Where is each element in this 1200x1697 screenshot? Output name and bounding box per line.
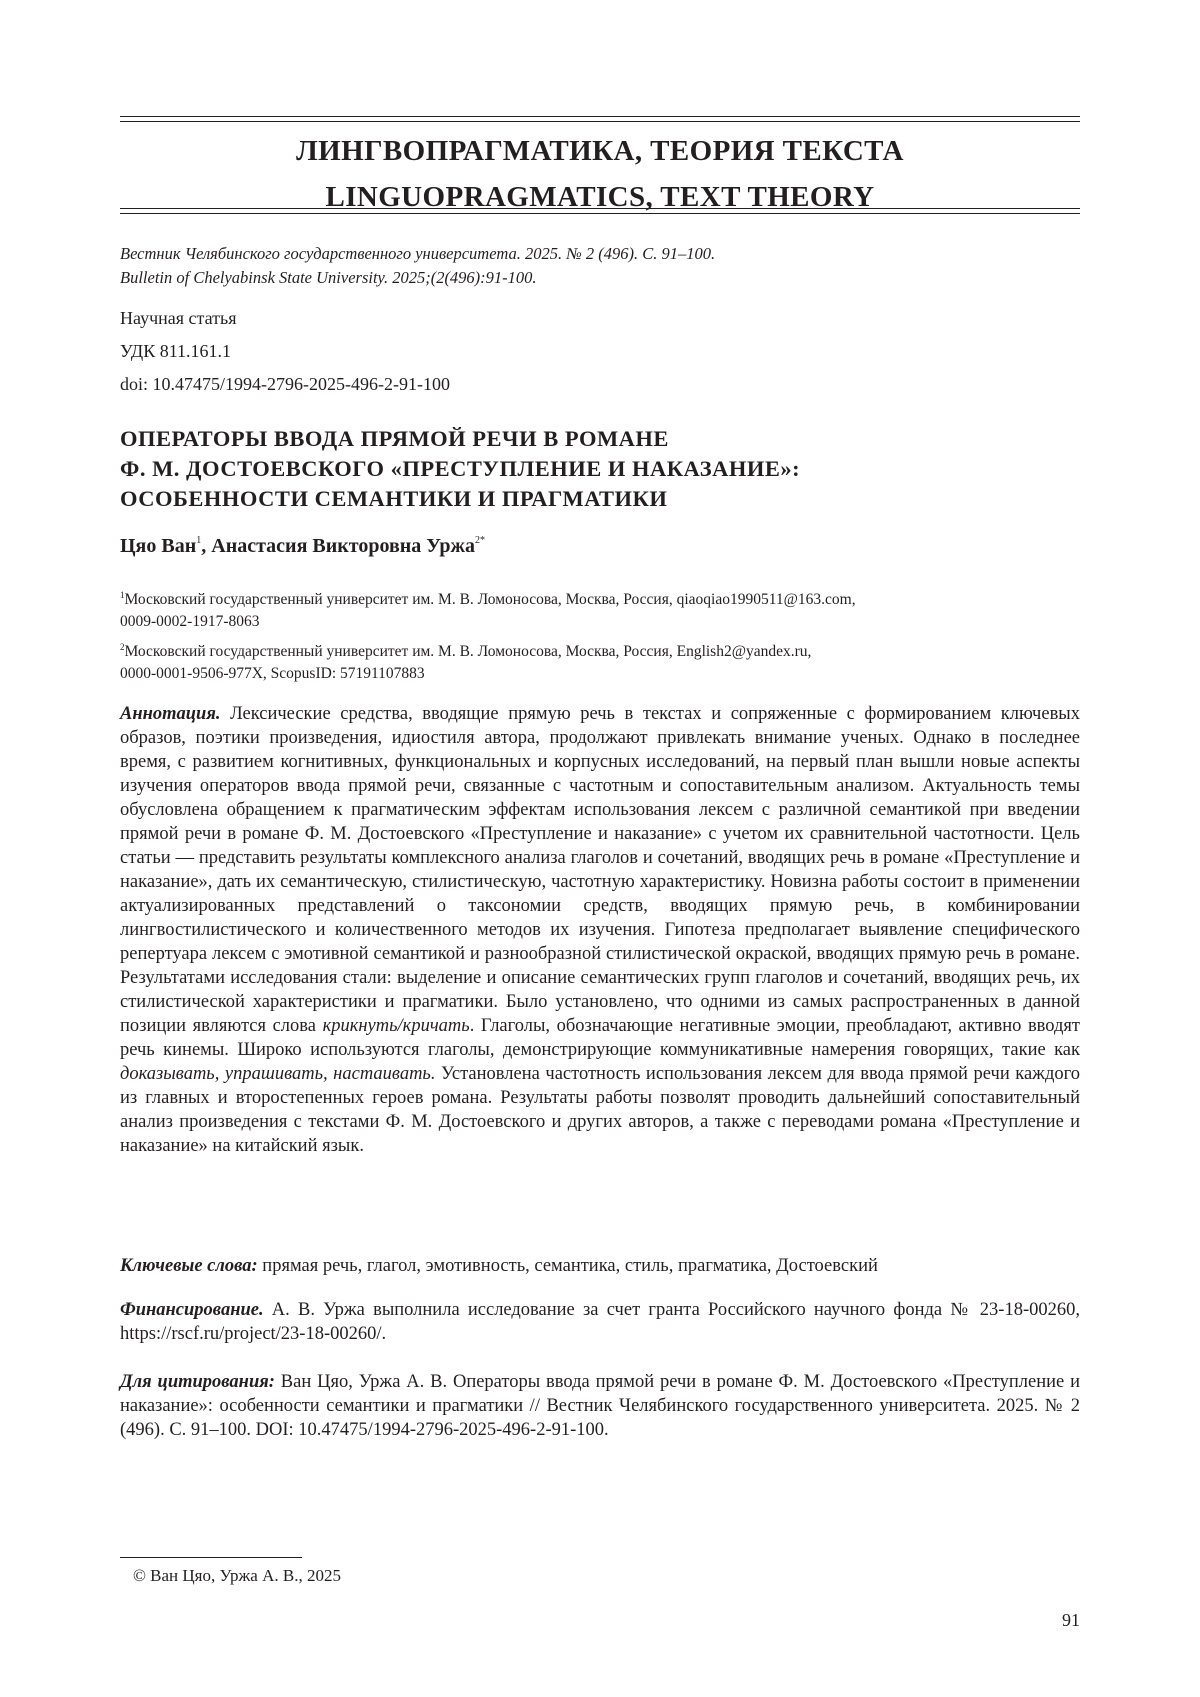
affiliation-2	[120, 636, 1080, 685]
funding-label: Финансирование.	[120, 1300, 264, 1320]
top-double-rule	[120, 116, 1080, 122]
article-title	[120, 424, 1080, 514]
section-title-en: LINGUOPRAGMATICS, TEXT THEORY	[325, 181, 875, 213]
abstract-label: Аннотация.	[120, 704, 221, 724]
abstract	[120, 702, 1080, 1158]
page-number: 91	[1062, 1610, 1080, 1630]
affiliation-1-line-1: Московский государственный университет им. М. В. Ломоносова, Москва, Россия, qiaoqiao1990511@163.com,	[124, 591, 856, 608]
article-type: Научная статья	[120, 308, 237, 328]
bottom-double-rule	[120, 208, 1080, 214]
footnote-divider	[120, 1557, 302, 1558]
author-separator: ,	[201, 535, 212, 557]
abstract-italic-1: крикнуть/кричать	[322, 1016, 470, 1036]
cite-as	[120, 1370, 1080, 1442]
affiliation-2-line-1: Московский государственный университет им. М. В. Ломоносова, Москва, Россия, English2@yandex.ru,	[124, 643, 812, 660]
author-1: Цяо Ван	[120, 535, 197, 557]
keywords	[120, 1254, 1080, 1278]
section-title-ru: ЛИНГВОПРАГМАТИКА, ТЕОРИЯ ТЕКСТА	[296, 135, 904, 167]
doi: doi: 10.47475/1994-2796-2025-496-2-91-100	[120, 374, 450, 394]
title-line-2: Ф. М. ДОСТОЕВСКОГО «ПРЕСТУПЛЕНИЕ И НАКАЗАНИЕ»:	[120, 456, 801, 481]
udk-code: УДК 811.161.1	[120, 341, 232, 361]
journal-citation	[120, 242, 715, 290]
abstract-text-1: Лексические средства, вводящие прямую речь в текстах и сопряженные с формированием ключевых образов, поэтики произведения, идиостиля автора, продолжают привлекать внимание ученых. Однако в последнее время, с развитием когнитивных, функциональных и корпусных исследований, на первый план вышли новые аспекты изучения операторов ввода прямой речи, связанные с частотным и сопоставительным анализом. Актуальность темы обусловлена обращением к прагматическим эффектам использования лексем с различной семантикой при введении прямой речи в романе Ф. М. Достоевского «Преступление и наказание» с учетом их сравнительной частотности. Цель статьи — представить результаты комплексного анализа глаголов и сочетаний, вводящих речь в романе «Преступление и наказание», дать их семантическую, стилистическую, частотную характеристику. Новизна работы состоит в применении актуализированных представлений о таксономии средств, вводящих прямую речь, в комбинировании лингвостилистического и количественного методов их изучения. Гипотеза предполагает выявление специфического репертуара лексем с эмотивной семантикой и разнообразной стилистической окраской, вводящих прямую речь в романе. Результатами исследования стали: выделение и описание семантических групп глаголов и сочетаний, вводящих речь, их стилистической характеристики и прагматики. Было установлено, что одними из самых распространенных в данной позиции являются слова	[120, 704, 1080, 1036]
author-2: Анастасия Викторовна Уржа	[211, 535, 475, 557]
copyright-note: © Ван Цяо, Уржа А. В., 2025	[133, 1566, 341, 1585]
cite-as-text: Ван Цяо, Уржа А. В. Операторы ввода прямой речи в романе Ф. М. Достоевского «Преступление и наказание»: особенности семантики и прагматики // Вестник Челябинского государственного университета. 2025. № 2 (496). С. 91–100. DOI: 10.47475/1994-2796-2025-496-2-91-100.	[120, 1372, 1080, 1440]
affiliation-1	[120, 584, 1080, 633]
cite-as-label: Для цитирования:	[120, 1372, 275, 1392]
affiliation-2-line-2: 0000-0001-9506-977X, ScopusID: 57191107883	[120, 665, 425, 682]
abstract-text-3: Установлена частотность использования лексем для ввода прямой речи каждого из главных и второстепенных героев романа. Результаты работы позволят проводить дальнейший сопоставительный анализ произведения с текстами Ф. М. Достоевского и других авторов, а также с переводами романа «Преступление и наказание» на китайский язык.	[120, 1064, 1081, 1156]
affiliation-2-mark: 2	[120, 642, 125, 652]
citation-ru: Вестник Челябинского государственного университета. 2025. № 2 (496). С. 91–100.	[120, 244, 716, 263]
citation-en: Bulletin of Chelyabinsk State University. 2025;(2(496):91-100.	[120, 268, 537, 287]
funding	[120, 1298, 1080, 1346]
affiliation-1-line-2: 0009-0002-1917-8063	[120, 613, 260, 630]
section-heading	[120, 128, 1080, 220]
article-meta	[120, 302, 450, 401]
abstract-text-2: . Глаголы, обозначающие негативные эмоции, преобладают, активно вводят речь кинемы. Широко используются глаголы, демонстрирующие коммуникативные намерения говорящих, такие как	[120, 1016, 1081, 1060]
affiliation-1-mark: 1	[120, 590, 125, 600]
author-list	[120, 535, 485, 558]
title-line-1: ОПЕРАТОРЫ ВВОДА ПРЯМОЙ РЕЧИ В РОМАНЕ	[120, 426, 669, 451]
keywords-text: прямая речь, глагол, эмотивность, семантика, стиль, прагматика, Достоевский	[257, 1256, 878, 1276]
keywords-label: Ключевые слова:	[120, 1256, 258, 1276]
abstract-italic-2: доказывать, упрашивать, настаивать.	[120, 1064, 436, 1084]
author-2-affiliation-mark: 2*	[474, 535, 485, 546]
funding-text: А. В. Уржа выполнила исследование за счет гранта Российского научного фонда № 23-18-00260, https://rscf.ru/project/23-18-00260/.	[120, 1300, 1080, 1344]
title-line-3: ОСОБЕННОСТИ СЕМАНТИКИ И ПРАГМАТИКИ	[120, 486, 668, 511]
author-1-affiliation-mark: 1	[196, 535, 202, 546]
